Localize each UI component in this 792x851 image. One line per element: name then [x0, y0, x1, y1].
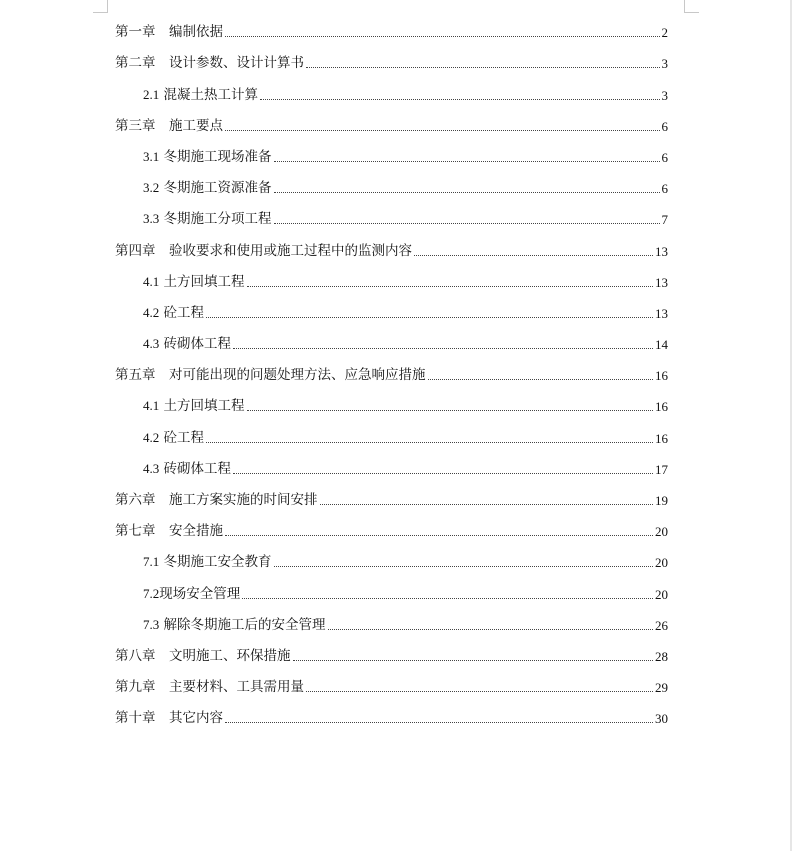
toc-dot-leader	[225, 36, 660, 37]
toc-dot-leader	[306, 67, 660, 68]
toc-section-entry[interactable]	[115, 264, 668, 295]
toc-page-number: 29	[655, 680, 668, 696]
toc-page-number: 2	[661, 25, 668, 41]
toc-section-entry[interactable]	[115, 170, 668, 201]
toc-entry-label	[115, 243, 414, 260]
toc-entry-label	[143, 335, 233, 353]
toc-page-number: 30	[655, 711, 668, 727]
toc-section-entry[interactable]	[115, 139, 668, 170]
toc-section-entry[interactable]	[115, 201, 668, 232]
toc-entry-label	[143, 179, 274, 197]
toc-dot-leader	[225, 130, 660, 131]
toc-entry-label	[143, 397, 247, 415]
toc-entry-title: 施工方案实施的时间安排	[169, 492, 318, 508]
toc-dot-leader	[242, 598, 653, 599]
toc-entry-label	[143, 460, 233, 478]
toc-dot-leader	[320, 504, 654, 505]
toc-entry-title: 编制依据	[169, 24, 223, 41]
toc-entry-label	[115, 648, 293, 665]
toc-chapter-entry[interactable]	[115, 232, 668, 263]
toc-entry-number: 4.3	[143, 460, 160, 476]
toc-entry-label	[115, 118, 225, 135]
toc-entry-title: 土方回填工程	[163, 273, 245, 290]
toc-page-number: 3	[661, 56, 668, 72]
toc-entry-number: 第十章	[115, 710, 156, 727]
toc-dot-leader	[414, 255, 653, 256]
toc-entry-title: 文明施工、环保措施	[169, 647, 291, 664]
toc-section-entry[interactable]	[115, 575, 668, 606]
toc-entry-number: 第五章	[115, 367, 156, 384]
toc-chapter-entry[interactable]	[115, 513, 668, 544]
toc-entry-label	[143, 585, 242, 603]
toc-entry-title: 土方回填工程	[163, 398, 245, 415]
toc-chapter-entry[interactable]	[115, 357, 668, 388]
toc-section-entry[interactable]	[115, 388, 668, 419]
toc-dot-leader	[206, 442, 653, 443]
toc-entry-label	[143, 616, 328, 634]
toc-page-number: 13	[655, 274, 668, 290]
toc-dot-leader	[293, 660, 654, 661]
toc-page-number: 13	[655, 305, 668, 321]
toc-entry-number: 第七章	[115, 523, 156, 540]
toc-dot-leader	[428, 379, 654, 380]
toc-dot-leader	[274, 161, 660, 162]
toc-entry-title: 施工要点	[169, 117, 223, 134]
toc-entry-title: 对可能出现的问题处理方法、应急响应措施	[169, 367, 426, 384]
toc-entry-title: 设计参数、设计计算书	[169, 55, 304, 72]
toc-entry-label	[115, 492, 320, 509]
toc-entry-separator	[156, 55, 170, 71]
toc-page-number: 14	[655, 337, 668, 353]
toc-entry-label	[115, 55, 306, 72]
toc-chapter-entry[interactable]	[115, 669, 668, 700]
toc-dot-leader	[225, 535, 653, 536]
toc-dot-leader	[233, 348, 653, 349]
toc-page-number: 13	[655, 243, 668, 259]
toc-entry-title: 砼工程	[163, 429, 205, 446]
toc-entry-separator	[156, 367, 170, 383]
toc-page-number: 6	[661, 149, 668, 165]
toc-entry-label	[115, 367, 428, 384]
toc-page-number: 26	[655, 617, 668, 633]
toc-entry-title: 混凝土热工计算	[163, 86, 259, 103]
toc-entry-label	[143, 273, 247, 291]
toc-page-number: 16	[655, 430, 668, 446]
toc-chapter-entry[interactable]	[115, 638, 668, 669]
toc-entry-label	[143, 210, 274, 228]
toc-entry-number: 2.1	[143, 86, 160, 102]
toc-dot-leader	[225, 722, 653, 723]
toc-dot-leader	[247, 286, 653, 287]
toc-section-entry[interactable]	[115, 544, 668, 575]
toc-chapter-entry[interactable]	[115, 700, 668, 731]
toc-entry-title: 验收要求和使用或施工过程中的监测内容	[169, 242, 412, 259]
toc-entry-separator	[156, 24, 170, 40]
toc-entry-number: 第六章	[115, 492, 156, 508]
toc-page-number: 6	[661, 118, 668, 134]
toc-entry-number: 7.3	[143, 616, 160, 632]
toc-page-number: 20	[655, 555, 668, 571]
toc-page-number: 6	[661, 181, 668, 197]
toc-entry-title: 砼工程	[163, 304, 205, 321]
toc-entry-number: 第一章	[115, 24, 156, 41]
toc-entry-number: 第九章	[115, 679, 156, 696]
toc-entry-separator	[156, 118, 170, 134]
toc-entry-number: 3.3	[143, 211, 160, 227]
toc-page-number: 20	[655, 524, 668, 540]
toc-entry-label	[143, 86, 260, 104]
toc-chapter-entry[interactable]	[115, 14, 668, 45]
toc-entry-title: 其它内容	[169, 710, 223, 727]
toc-section-entry[interactable]	[115, 419, 668, 450]
toc-dot-leader	[233, 473, 653, 474]
toc-page-number: 16	[655, 368, 668, 384]
toc-entry-label	[143, 429, 206, 447]
toc-page-number: 16	[655, 399, 668, 415]
toc-section-entry[interactable]	[115, 76, 668, 107]
toc-dot-leader	[206, 317, 653, 318]
toc-section-entry[interactable]	[115, 451, 668, 482]
toc-entry-number: 7.1	[143, 554, 160, 570]
toc-entry-title: 冬期施工安全教育	[163, 554, 272, 571]
toc-entry-label	[115, 679, 306, 696]
toc-section-entry[interactable]	[115, 295, 668, 326]
toc-entry-number: 第二章	[115, 55, 156, 72]
toc-chapter-entry[interactable]	[115, 108, 668, 139]
toc-entry-title: 冬期施工资源准备	[163, 180, 272, 197]
toc-entry-title: 砖砌体工程	[163, 336, 232, 353]
toc-chapter-entry[interactable]	[115, 482, 668, 513]
toc-section-entry[interactable]	[115, 326, 668, 357]
toc-entry-number: 第三章	[115, 117, 156, 134]
toc-section-entry[interactable]	[115, 607, 668, 638]
toc-entry-title: 安全措施	[169, 523, 223, 540]
table-of-contents	[115, 14, 668, 731]
toc-entry-label	[115, 523, 225, 540]
toc-entry-number: 4.1	[143, 398, 160, 414]
toc-entry-number: 4.2	[143, 304, 160, 320]
toc-dot-leader	[328, 629, 653, 630]
toc-dot-leader	[306, 691, 653, 692]
toc-entry-number: 4.1	[143, 273, 160, 289]
toc-page-number: 28	[655, 648, 668, 664]
toc-dot-leader	[260, 99, 659, 100]
toc-entry-title: 解除冬期施工后的安全管理	[163, 616, 326, 633]
toc-page-number: 19	[655, 493, 668, 508]
toc-entry-number: 3.1	[143, 148, 160, 164]
toc-entry-label	[143, 304, 206, 322]
toc-page-number: 20	[655, 586, 668, 602]
toc-entry-separator	[156, 648, 170, 664]
toc-entry-number: 第四章	[115, 242, 156, 259]
toc-entry-title: 现场安全管理	[159, 585, 241, 602]
toc-entry-label	[143, 553, 274, 571]
toc-entry-number: 7.2	[143, 585, 160, 601]
toc-entry-title: 冬期施工现场准备	[163, 148, 272, 165]
toc-entry-separator	[156, 243, 170, 259]
toc-entry-title: 冬期施工分项工程	[163, 211, 272, 228]
toc-entry-number: 4.2	[143, 429, 160, 445]
toc-entry-number: 3.2	[143, 180, 160, 196]
toc-entry-separator	[156, 679, 170, 695]
toc-entry-label	[143, 148, 274, 166]
toc-dot-leader	[274, 192, 660, 193]
toc-entry-title: 砖砌体工程	[163, 460, 232, 477]
margin-corner-mark-right	[684, 0, 699, 13]
toc-chapter-entry[interactable]	[115, 45, 668, 76]
toc-dot-leader	[274, 223, 660, 224]
toc-page-number: 3	[661, 87, 668, 103]
toc-entry-number: 4.3	[143, 336, 160, 352]
toc-entry-separator	[156, 492, 170, 508]
toc-dot-leader	[247, 410, 653, 411]
toc-page-number: 17	[655, 461, 668, 477]
toc-entry-label	[115, 710, 225, 727]
toc-dot-leader	[274, 566, 653, 567]
margin-corner-mark-left	[93, 0, 108, 13]
toc-entry-separator	[156, 710, 170, 726]
toc-entry-label	[115, 24, 225, 41]
toc-entry-number: 第八章	[115, 647, 156, 664]
toc-page-number: 7	[661, 212, 668, 228]
toc-entry-separator	[156, 523, 170, 539]
toc-entry-title: 主要材料、工具需用量	[169, 679, 304, 696]
